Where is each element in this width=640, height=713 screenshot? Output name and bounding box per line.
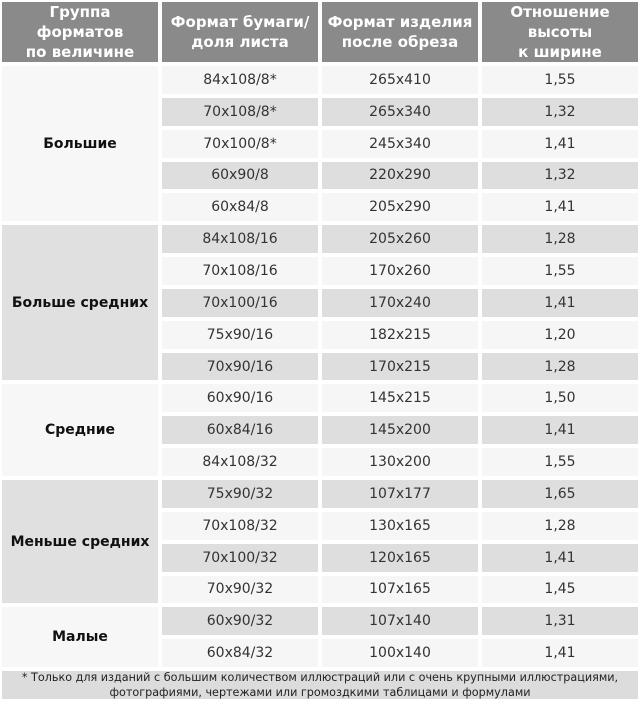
table-cell-paper: 60x84/16 [160, 414, 320, 446]
table-cell-trim: 245x340 [320, 128, 480, 160]
table-cell-ratio: 1,41 [480, 637, 640, 669]
table-cell-trim: 170x260 [320, 255, 480, 287]
table-cell-ratio: 1,31 [480, 605, 640, 637]
table-cell-ratio: 1,41 [480, 287, 640, 319]
table-cell-ratio: 1,28 [480, 223, 640, 255]
table-cell-paper: 75x90/32 [160, 478, 320, 510]
table-cell-trim: 170x240 [320, 287, 480, 319]
table-cell-trim: 205x260 [320, 223, 480, 255]
table-cell-ratio: 1,55 [480, 64, 640, 96]
table-cell-trim: 220x290 [320, 160, 480, 192]
group-label: Средние [0, 382, 160, 478]
table-cell-paper: 70x90/32 [160, 574, 320, 606]
table-cell-paper: 60x90/32 [160, 605, 320, 637]
table-cell-paper: 60x90/16 [160, 382, 320, 414]
table-cell-ratio: 1,41 [480, 191, 640, 223]
table-cell-trim: 265x410 [320, 64, 480, 96]
table-cell-trim: 265x340 [320, 96, 480, 128]
table-cell-ratio: 1,41 [480, 128, 640, 160]
table-cell-ratio: 1,45 [480, 574, 640, 606]
table-cell-paper: 60x90/8 [160, 160, 320, 192]
table-cell-trim: 107x165 [320, 574, 480, 606]
table-cell-paper: 70x108/16 [160, 255, 320, 287]
header-trim-format: Формат изделия после обреза [320, 0, 480, 64]
table-cell-paper: 70x108/32 [160, 510, 320, 542]
table-cell-ratio: 1,41 [480, 542, 640, 574]
table-cell-trim: 107x140 [320, 605, 480, 637]
table-cell-trim: 130x165 [320, 510, 480, 542]
table-cell-ratio: 1,20 [480, 319, 640, 351]
table-cell-ratio: 1,28 [480, 351, 640, 383]
table-cell-trim: 120x165 [320, 542, 480, 574]
table-cell-paper: 60x84/32 [160, 637, 320, 669]
table-cell-paper: 70x100/16 [160, 287, 320, 319]
table-cell-paper: 70x108/8* [160, 96, 320, 128]
table-cell-ratio: 1,55 [480, 255, 640, 287]
table-cell-ratio: 1,50 [480, 382, 640, 414]
table-cell-trim: 170x215 [320, 351, 480, 383]
table-cell-paper: 70x100/32 [160, 542, 320, 574]
table-cell-trim: 145x215 [320, 382, 480, 414]
table-cell-ratio: 1,65 [480, 478, 640, 510]
table-cell-trim: 107x177 [320, 478, 480, 510]
table-cell-paper: 84x108/16 [160, 223, 320, 255]
table-cell-trim: 182x215 [320, 319, 480, 351]
header-paper-format: Формат бумаги/ доля листа [160, 0, 320, 64]
table-cell-paper: 84x108/32 [160, 446, 320, 478]
table-cell-paper: 75x90/16 [160, 319, 320, 351]
table-cell-trim: 100x140 [320, 637, 480, 669]
table-cell-paper: 60x84/8 [160, 191, 320, 223]
group-label: Малые [0, 605, 160, 669]
table-cell-ratio: 1,32 [480, 160, 640, 192]
table-cell-paper: 70x90/16 [160, 351, 320, 383]
table-cell-ratio: 1,28 [480, 510, 640, 542]
table-cell-paper: 84x108/8* [160, 64, 320, 96]
footnote: * Только для изданий с большим количеством иллюстраций или с очень крупными иллюстрациями, фотографиями, чертежами или громоздкими таблицами и формулами [0, 669, 640, 701]
table-cell-paper: 70x100/8* [160, 128, 320, 160]
table-cell-ratio: 1,32 [480, 96, 640, 128]
table-cell-trim: 145x200 [320, 414, 480, 446]
group-label: Больше средних [0, 223, 160, 382]
group-label: Меньше средних [0, 478, 160, 605]
header-group: Группа форматов по величине [0, 0, 160, 64]
header-ratio: Отношение высоты к ширине [480, 0, 640, 64]
table-cell-ratio: 1,41 [480, 414, 640, 446]
table-cell-ratio: 1,55 [480, 446, 640, 478]
group-label: Большие [0, 64, 160, 223]
table-cell-trim: 205x290 [320, 191, 480, 223]
table-cell-trim: 130x200 [320, 446, 480, 478]
